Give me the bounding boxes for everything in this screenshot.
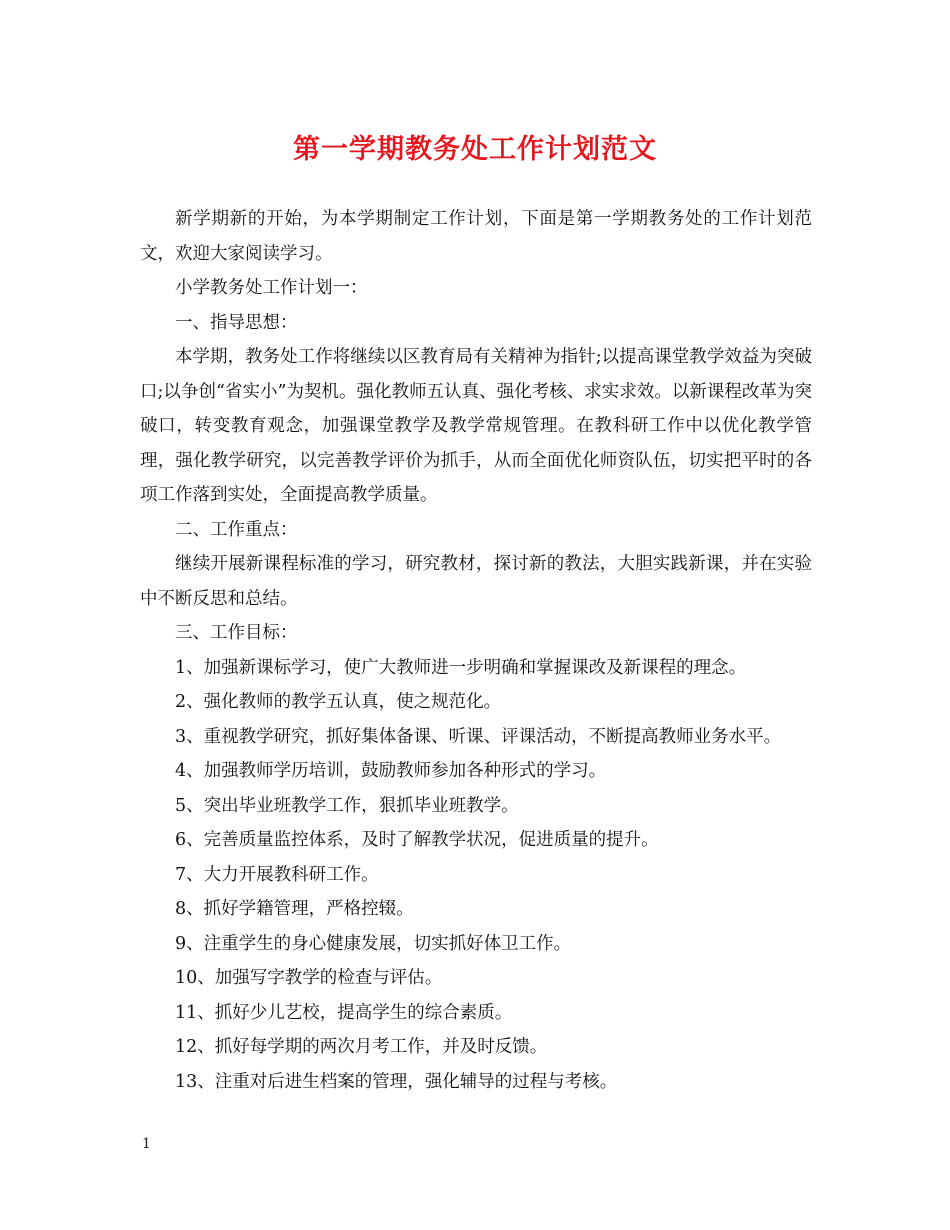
paragraph: 新学期新的开始，为本学期制定工作计划，下面是第一学期教务处的工作计划范文，欢迎大家阅读学习。 bbox=[140, 209, 812, 264]
list-item: 10、加强写字教学的检查与评估。 bbox=[175, 968, 443, 988]
section-heading: 小学教务处工作计划一： bbox=[175, 278, 368, 298]
section-heading: 二、工作重点： bbox=[175, 519, 298, 540]
list-item: 8、抓好学籍管理，严格控辍。 bbox=[175, 899, 414, 919]
paragraph: 继续开展新课程标准的学习，研究教材，探讨新的教法，大胆实践新课，并在实验中不断反思和总结。 bbox=[140, 554, 812, 609]
list-item: 4、加强教师学历培训，鼓励教师参加各种形式的学习。 bbox=[175, 761, 607, 781]
list-item: 11、抓好少儿艺校，提高学生的综合素质。 bbox=[175, 1002, 513, 1023]
paragraph: 本学期，教务处工作将继续以区教育局有关精神为指针;以提高课堂教学效益为突破口;以争创“省实小”为契机。强化教师五认真、强化考核、求实求效。以新课程改革为突破口，转变教育观念，加强课堂教学及教学常规管理。在教科研工作中以优化教学管理，强化教学研究，以完善教学评价为抓手，从而全面优化师资队伍，切实把平时的各项工作落到实处，全面提高教学质量。 bbox=[140, 347, 812, 505]
list-item: 13、注重对后进生档案的管理，强化辅导的过程与考核。 bbox=[175, 1071, 618, 1092]
document-title: 第一学期教务处工作计划范文 bbox=[293, 134, 657, 165]
list-item: 9、注重学生的身心健康发展，切实抓好体卫工作。 bbox=[175, 933, 572, 954]
document-body bbox=[140, 202, 812, 1099]
list-item: 6、完善质量监控体系，及时了解教学状况，促进质量的提升。 bbox=[175, 830, 659, 850]
list-item: 2、强化教师的教学五认真，使之规范化。 bbox=[175, 692, 502, 712]
list-item: 3、重视教学研究，抓好集体备课、听课、评课活动，不断提高教师业务水平。 bbox=[175, 726, 782, 747]
list-item: 1、加强新课标学习，使广大教师进一步明确和掌握课改及新课程的理念。 bbox=[175, 657, 747, 678]
page-number: 1 bbox=[142, 1136, 151, 1152]
list-item: 5、突出毕业班教学工作，狠抓毕业班教学。 bbox=[175, 795, 519, 816]
section-heading: 三、工作目标： bbox=[175, 623, 298, 643]
list-item: 12、抓好每学期的两次月考工作，并及时反馈。 bbox=[175, 1037, 548, 1057]
section-heading: 一、指导思想： bbox=[175, 312, 298, 333]
list-item: 7、大力开展教科研工作。 bbox=[175, 864, 379, 885]
